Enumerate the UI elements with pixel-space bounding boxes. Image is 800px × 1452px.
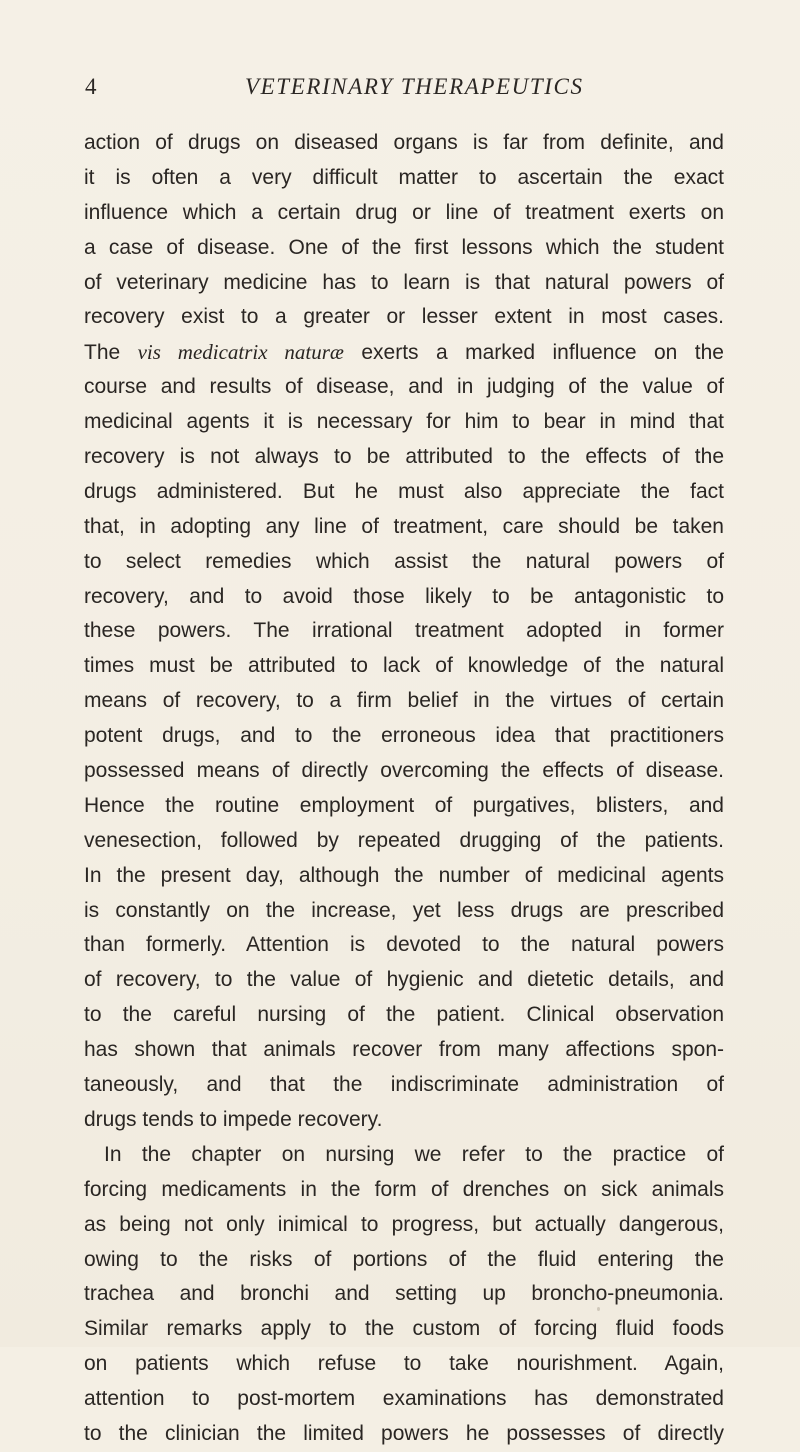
- text-line: potent drugs, and to the erroneous idea that practitioners: [84, 724, 724, 748]
- text-line: In the present day, although the number of medicinal agents: [84, 863, 724, 887]
- paper-speck: [597, 1307, 600, 1311]
- body-text: [84, 126, 724, 1452]
- text-line: venesection, followed by repeated drugging of the patients.: [84, 828, 724, 852]
- text-line-with-latin-phrase: [84, 335, 724, 370]
- text-line: to the clinician the limited powers he possesses of directly: [84, 1421, 724, 1445]
- running-title: VETERINARY THERAPEUTICS: [245, 74, 584, 99]
- text-line: has shown that animals recover from many affections spon-: [84, 1038, 724, 1062]
- text-line: of veterinary medicine has to learn is that natural powers of: [84, 270, 724, 294]
- text-line: possessed means of directly overcoming the effects of disease.: [84, 759, 724, 783]
- running-head: [85, 74, 725, 106]
- text-line: taneously, and that the indiscriminate administration of: [84, 1073, 724, 1097]
- text-line: medicinal agents it is necessary for him to bear in mind that: [84, 410, 724, 434]
- text-line: In the chapter on nursing we refer to the practice of: [104, 1142, 724, 1166]
- text-line: of recovery, to the value of hygienic and dietetic details, and: [84, 968, 724, 992]
- page-number: 4: [85, 74, 97, 99]
- text-line: means of recovery, to a firm belief in the virtues of certain: [84, 689, 724, 713]
- text-line: to the careful nursing of the patient. Clinical observation: [84, 1003, 724, 1027]
- text-line: a case of disease. One of the first lessons which the student: [84, 235, 724, 259]
- text-line: owing to the risks of portions of the fluid entering the: [84, 1247, 724, 1271]
- text-fragment: The: [84, 341, 138, 365]
- text-line: than formerly. Attention is devoted to the natural powers: [84, 933, 724, 957]
- text-line: to select remedies which assist the natural powers of: [84, 549, 724, 573]
- text-line: trachea and bronchi and setting up broncho-pneumonia.: [84, 1282, 724, 1306]
- text-line: recovery, and to avoid those likely to be antagonistic to: [84, 584, 724, 608]
- text-line: as being not only inimical to progress, but actually dangerous,: [84, 1212, 724, 1236]
- text-line: forcing medicaments in the form of drenches on sick animals: [84, 1177, 724, 1201]
- text-line: Hence the routine employment of purgatives, blisters, and: [84, 793, 724, 817]
- text-line: recovery exist to a greater or lesser extent in most cases.: [84, 305, 724, 329]
- text-line: these powers. The irrational treatment adopted in former: [84, 619, 724, 643]
- text-line: action of drugs on diseased organs is far from definite, and: [84, 131, 724, 154]
- text-line: Similar remarks apply to the custom of forcing fluid foods: [84, 1317, 724, 1341]
- text-line: attention to post-mortem examinations has demonstrated: [84, 1387, 724, 1411]
- text-line: that, in adopting any line of treatment, care should be taken: [84, 514, 724, 538]
- text-line: it is often a very difficult matter to ascertain the exact: [84, 165, 724, 189]
- text-fragment: exerts a marked influence on the: [343, 341, 724, 365]
- text-line: influence which a certain drug or line of treatment exerts on: [84, 200, 724, 224]
- text-line: is constantly on the increase, yet less drugs are prescribed: [84, 898, 724, 922]
- text-line: recovery is not always to be attributed to the effects of the: [84, 445, 724, 469]
- text-line: on patients which refuse to take nourishment. Again,: [84, 1352, 724, 1376]
- text-line: drugs tends to impede recovery.: [84, 1107, 383, 1131]
- text-line: drugs administered. But he must also appreciate the fact: [84, 479, 724, 503]
- text-line: times must be attributed to lack of knowledge of the natural: [84, 654, 724, 678]
- latin-phrase: vis medicatrix naturæ: [137, 340, 344, 365]
- text-line: course and results of disease, and in judging of the value of: [84, 375, 724, 399]
